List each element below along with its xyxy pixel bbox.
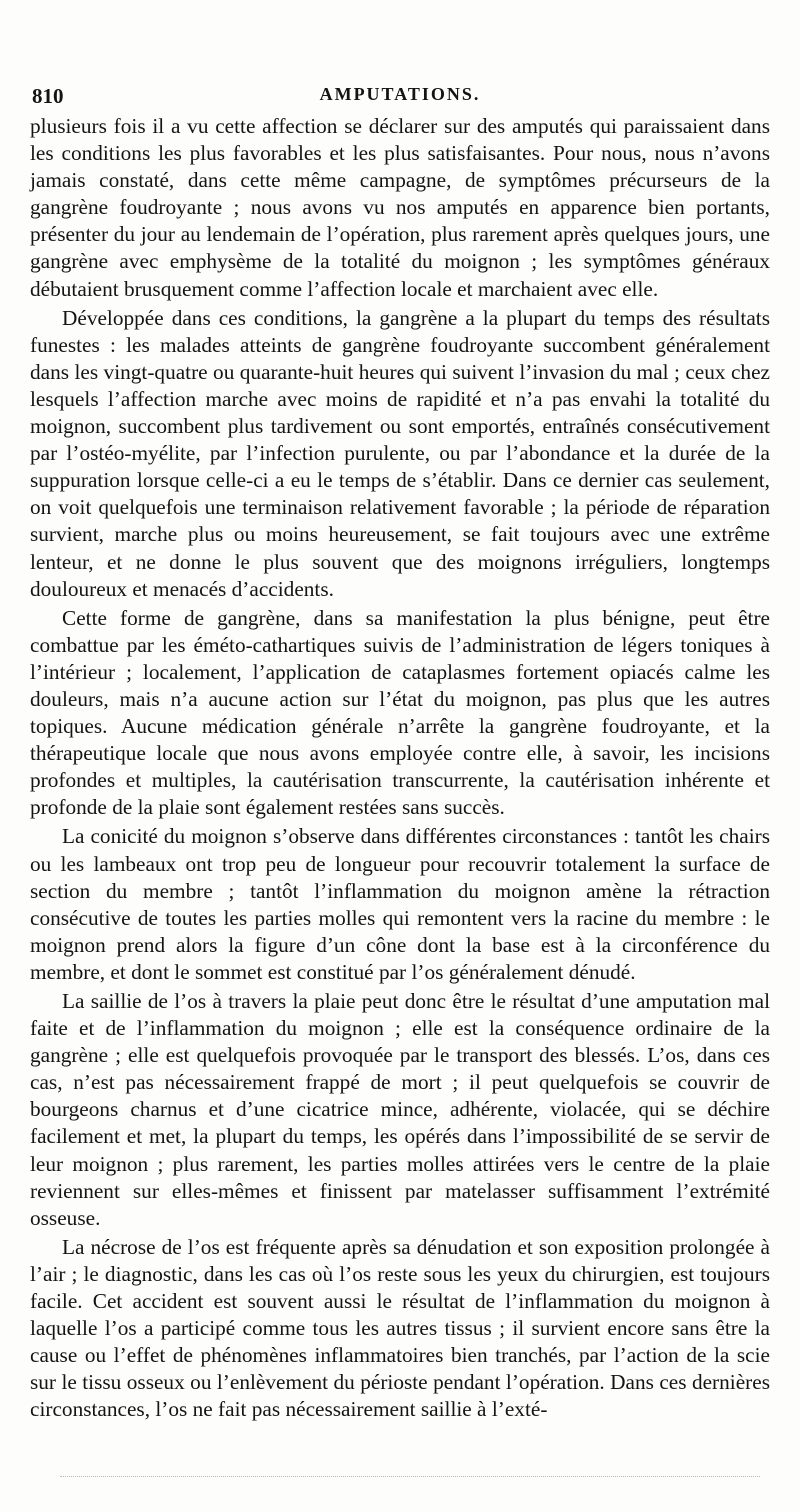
paragraph-conicity: La conicité du moignon s’observe dans différentes circonstances : tantôt les chairs ou les lambeaux ont trop peu de longueur pour recouvrir totalement la surface de section du membre ; tantôt l’inflammation du moignon amène la rétraction consécutive de toutes les parties molles qui remontent vers la racine du membre : le moignon prend alors la figure d’un cône dont la base est à la circonférence du membre, et dont le sommet est constitué par l’os généralement dénudé. [30,824,770,984]
page-header [30,84,770,110]
page-number: 810 [32,84,64,108]
page-body [30,113,770,1424]
paragraph-gangrene-outcome: Développée dans ces conditions, la gangrène a la plupart du temps des résultats funestes : les malades atteints de gangrène foudroyante succombent généralement dans les vingt-quatre ou quarante-huit heures qui suivent l’invasion du mal ; ceux chez lesquels l’affection marche avec moins de rapidité et n’a pas envahi la totalité du moignon, succombent plus tardivement ou sont emportés, entraînés consécutivement par l’ostéo-myélite, par l’infection purulente, ou par l’abondance et la durée de la suppuration lorsque celle-ci a eu le temps de s’établir. Dans ce dernier cas seulement, on voit quelquefois une terminaison relativement favorable ; la période de réparation survient, marche plus ou moins heureusement, se fait toujours avec une extrême lenteur, et ne donne le plus souvent que des moignons irréguliers, longtemps douloureux et menacés d’accidents. [30,305,770,601]
bottom-rule [60,1476,760,1479]
paragraph-bone-protrusion: La saillie de l’os à travers la plaie peut donc être le résultat d’une amputation mal faite et de l’inflammation du moignon ; elle est la conséquence ordinaire de la gangrène ; elle est quelquefois provoquée par le transport des blessés. L’os, dans ces cas, n’est pas nécessairement frappé de mort ; il peut quelquefois se couvrir de bourgeons charnus et d’une cicatrice mince, adhérente, violacée, qui se déchire facilement et met, la plupart du temps, les opérés dans l’impossibilité de se servir de leur moignon ; plus rarement, les parties molles attirées vers le centre de la plaie reviennent sur elles-mêmes et finissent par matelasser suffisamment l’extrémité osseuse. [30,989,770,1230]
paragraph-gangrene-treatment: Cette forme de gangrène, dans sa manifestation la plus bénigne, peut être combattue par les éméto-cathartiques suivis de l’administration de légers toniques à l’intérieur ; localement, l’application de cataplasmes fortement opiacés calme les douleurs, mais n’a aucune action sur l’état du moignon, pas plus que les autres topiques. Aucune médication générale n’arrête la gangrène foudroyante, et la thérapeutique locale que nous avons employée contre elle, à savoir, les incisions profondes et multiples, la cautérisation transcurrente, la cautérisation inhérente et profonde de la plaie sont également restées sans succès. [30,605,770,820]
running-title: AMPUTATIONS. [319,84,481,104]
paragraph-necrosis: La nécrose de l’os est fréquente après sa dénudation et son exposition prolongée à l’air ; le diagnostic, dans les cas où l’os reste sous les yeux du chirurgien, est toujours facile. Cet accident est souvent aussi le résultat de l’inflammation du moignon à laquelle l’os a participé comme tous les autres tissus ; il survient encore sans être la cause ou l’effet de phénomènes inflammatoires bien tranchés, par l’action de la scie sur le tissu osseux ou l’enlèvement du périoste pendant l’opération. Dans ces dernières circonstances, l’os ne fait pas nécessairement saillie à l’exté- [30,1234,770,1422]
paragraph-continuation: plusieurs fois il a vu cette affection se déclarer sur des amputés qui paraissaient dans les conditions les plus favorables et les plus satisfaisantes. Pour nous, nous n’avons jamais constaté, dans cette même campagne, de symptômes précurseurs de la gangrène foudroyante ; nous avons vu nos amputés en apparence bien portants, présenter du jour au lendemain de l’opération, plus rarement après quelques jours, une gangrène avec emphysème de la totalité du moignon ; les symptômes généraux débutaient brusquement comme l’affection locale et marchaient avec elle. [30,114,770,301]
